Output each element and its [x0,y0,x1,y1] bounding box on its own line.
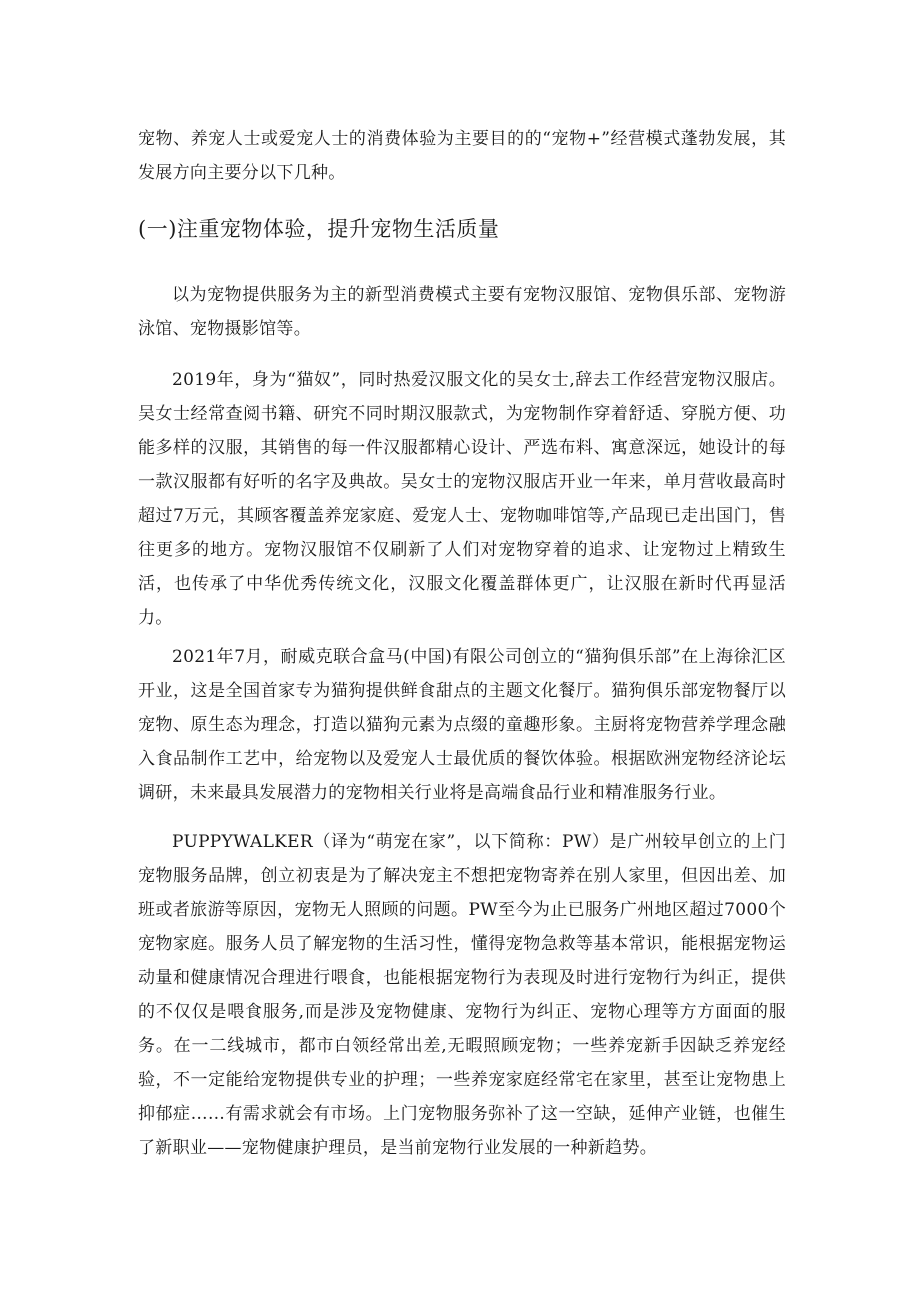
intro-paragraph: 宠物、养宠人士或爱宠人士的消费体验为主要目的的“宠物+”经营模式蓬勃发展，其发展方向主要分以下几种。 [138,129,786,183]
paragraph-pet-club: 2021年7月，耐威克联合盒马(中国)有限公司创立的“猫狗俱乐部”在上海徐汇区开业，这是全国首家专为猫狗提供鲜食甜点的主题文化餐厅。猫狗俱乐部宠物餐厅以宠物、原生态为理念，打造以猫狗元素为点缀的童趣形象。主厨将宠物营养学理念融入食品制作工艺中，给宠物以及爱宠人士最优质的餐饮体验。根据欧洲宠物经济论坛调研，未来最具发展潜力的宠物相关行业将是高端食品行业和精准服务行业。 [138,647,786,803]
paragraph-puppywalker: PUPPYWALKER（译为“萌宠在家”，以下简称：PW）是广州较早创立的上门宠物服务品牌，创立初衷是为了解决宠主不想把宠物寄养在别人家里，但因出差、加班或者旅游等原因，宠物无人照顾的问题。PW至今为止已服务广州地区超过7000个宠物家庭。服务人员了解宠物的生活习性，懂得宠物急救等基本常识，能根据宠物运动量和健康情况合理进行喂食，也能根据宠物行为表现及时进行宠物行为纠正，提供的不仅仅是喂食服务,而是涉及宠物健康、宠物行为纠正、宠物心理等方方面面的服务。在一二线城市，都市白领经常出差,无暇照顾宠物；一些养宠新手因缺乏养宠经验，不一定能给宠物提供专业的护理；一些养宠家庭经常宅在家里，甚至让宠物患上抑郁症……有需求就会有市场。上门宠物服务弥补了这一空缺，延伸产业链，也催生了新职业——宠物健康护理员，是当前宠物行业发展的一种新趋势。 [138,832,786,1158]
paragraph-hanfu-store: 2019年，身为“猫奴”，同时热爱汉服文化的吴女士,辞去工作经营宠物汉服店。吴女士经常查阅书籍、研究不同时期汉服款式，为宠物制作穿着舒适、穿脱方便、功能多样的汉服，其销售的每一件汉服都精心设计、严选布料、寓意深远，她设计的每一款汉服都有好听的名字及典故。吴女士的宠物汉服店开业一年来，单月营收最高时超过7万元，其顾客覆盖养宠家庭、爱宠人士、宠物咖啡馆等,产品现已走出国门，售往更多的地方。宠物汉服馆不仅刷新了人们对宠物穿着的追求、让宠物过上精致生活，也传承了中华优秀传统文化，汉服文化覆盖群体更广，让汉服在新时代再显活力。 [138,370,786,628]
paragraph-service-models: 以为宠物提供服务为主的新型消费模式主要有宠物汉服馆、宠物俱乐部、宠物游泳馆、宠物摄影馆等。 [138,285,786,339]
section-heading: (一)注重宠物体验，提升宠物生活质量 [138,217,500,241]
